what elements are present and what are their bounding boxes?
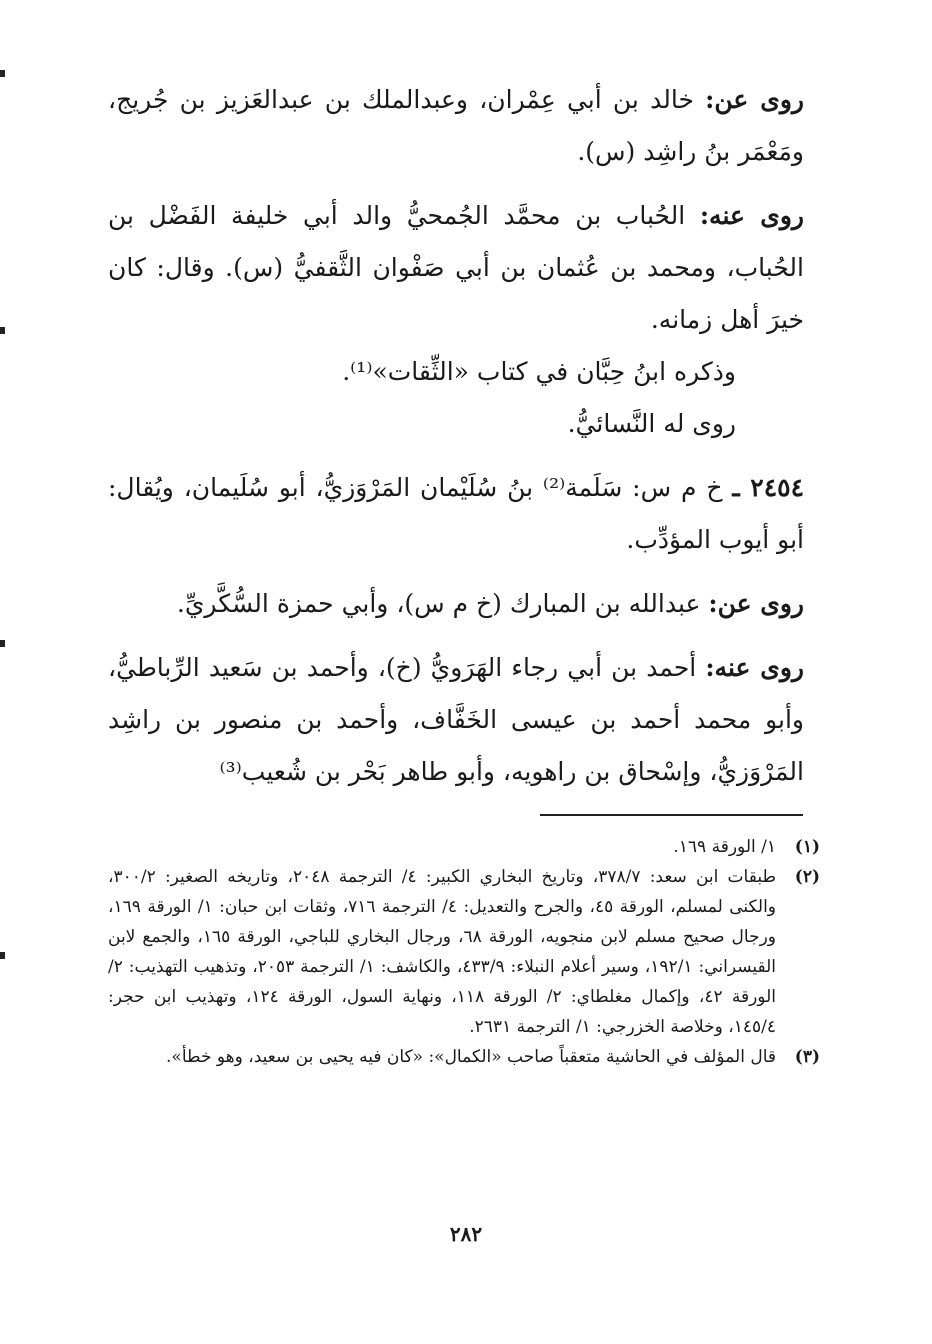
paragraph-nasai bbox=[108, 398, 804, 450]
main-text bbox=[108, 74, 804, 798]
paragraph-narrated-by bbox=[108, 642, 804, 798]
footnotes bbox=[108, 832, 820, 1072]
paragraph-narrated-by bbox=[108, 190, 804, 346]
paragraph-lead: روى عن: bbox=[708, 589, 804, 618]
margin-mark bbox=[0, 640, 5, 647]
footnote bbox=[108, 1042, 820, 1072]
paragraph-lead: روى عنه: bbox=[705, 653, 804, 682]
entry-number: ٢٤٥٤ ـ bbox=[732, 473, 805, 502]
paragraph-text: وذكره ابنُ حِبَّان في كتاب «الثِّقات»⁽¹⁾. bbox=[342, 357, 736, 386]
paragraph-ibn-hibban bbox=[108, 346, 804, 398]
footnote-text: طبقات ابن سعد: ٣٧٨/٧، وتاريخ البخاري الكبير: ٤/ الترجمة ٢٠٤٨، وتاريخه الصغير: ٣٠٠/٢، والكنى لمسلم، الورقة ٤٥، والجرح والتعديل: ٤/ الترجمة ٧١٦، وثقات ابن حبان: ١/ الورقة ١٦٩، ورجال صحيح مسلم لابن منجويه، الورقة ٦٨، ورجال البخاري للباجي، الورقة ١٦٥، والجمع لابن القيسراني: ١٩٢/١، وسير أعلام النبلاء: ٤٣٣/٩، والكاشف: ١/ الترجمة ٢٠٥٣، وتذهيب التهذيب: ٢/ الورقة ٤٢، وإكمال مغلطاي: ٢/ الورقة ١١٨، ونهاية السول، الورقة ١٢٤، وتهذيب ابن حجر: ١٤٥/٤، وخلاصة الخزرجي: ١/ الترجمة ٢٦٣١. bbox=[108, 867, 777, 1037]
margin-mark bbox=[0, 327, 5, 334]
footnote-divider bbox=[540, 814, 803, 816]
footnote-number: (١) bbox=[794, 837, 820, 857]
entry-heading bbox=[108, 462, 804, 566]
margin-mark bbox=[0, 70, 5, 77]
footnote-number: (٢) bbox=[794, 867, 820, 887]
paragraph-text: أحمد بن أبي رجاء الهَرَويُّ (خ)، وأحمد بن سَعيد الرِّباطيُّ، وأبو محمد أحمد بن عيسى الخَفَّاف، وأحمد بن منصور بن راشِد المَرْوَزيُّ، وإسْحاق بن راهويه، وأبو طاهر بَحْر بن شُعيب⁽³⁾ bbox=[108, 653, 804, 786]
page-number: ٢٨٢ bbox=[449, 1222, 483, 1246]
footnote-number: (٣) bbox=[794, 1047, 820, 1067]
paragraph-text: خ م س: سَلَمة⁽²⁾ بنُ سُلَيْمان المَرْوَزيُّ، أبو سُلَيمان، ويُقال: أبو أيوب المؤدِّب. bbox=[108, 473, 804, 554]
paragraph-lead: روى عن: bbox=[705, 85, 804, 114]
paragraph-text: روى له النَّسائيُّ. bbox=[567, 409, 736, 438]
paragraph-text: خالد بن أبي عِمْران، وعبدالملك بن عبدالعَزيز بن جُريج، ومَعْمَر بنُ راشِد (س). bbox=[108, 85, 804, 166]
footnote bbox=[108, 832, 820, 862]
margin-mark bbox=[0, 952, 5, 959]
footnote bbox=[108, 862, 820, 1042]
paragraph-lead: روى عنه: bbox=[699, 201, 805, 230]
paragraph-narrated-from bbox=[108, 74, 804, 178]
footnote-text: قال المؤلف في الحاشية متعقباً صاحب «الكمال»: «كان فيه يحيى بن سعيد، وهو خطأ». bbox=[166, 1047, 776, 1067]
paragraph-text: الحُباب بن محمَّد الجُمحيُّ والد أبي خليفة الفَضْل بن الحُباب، ومحمد بن عُثمان بن أبي صَفْوان الثَّقفيُّ (س). وقال: كان خيرَ أهل زمانه. bbox=[108, 201, 804, 334]
paragraph-narrated-from bbox=[108, 578, 804, 630]
footnote-text: ١/ الورقة ١٦٩. bbox=[673, 837, 776, 857]
paragraph-text: عبدالله بن المبارك (خ م س)، وأبي حمزة السُّكَّريِّ. bbox=[176, 589, 701, 618]
